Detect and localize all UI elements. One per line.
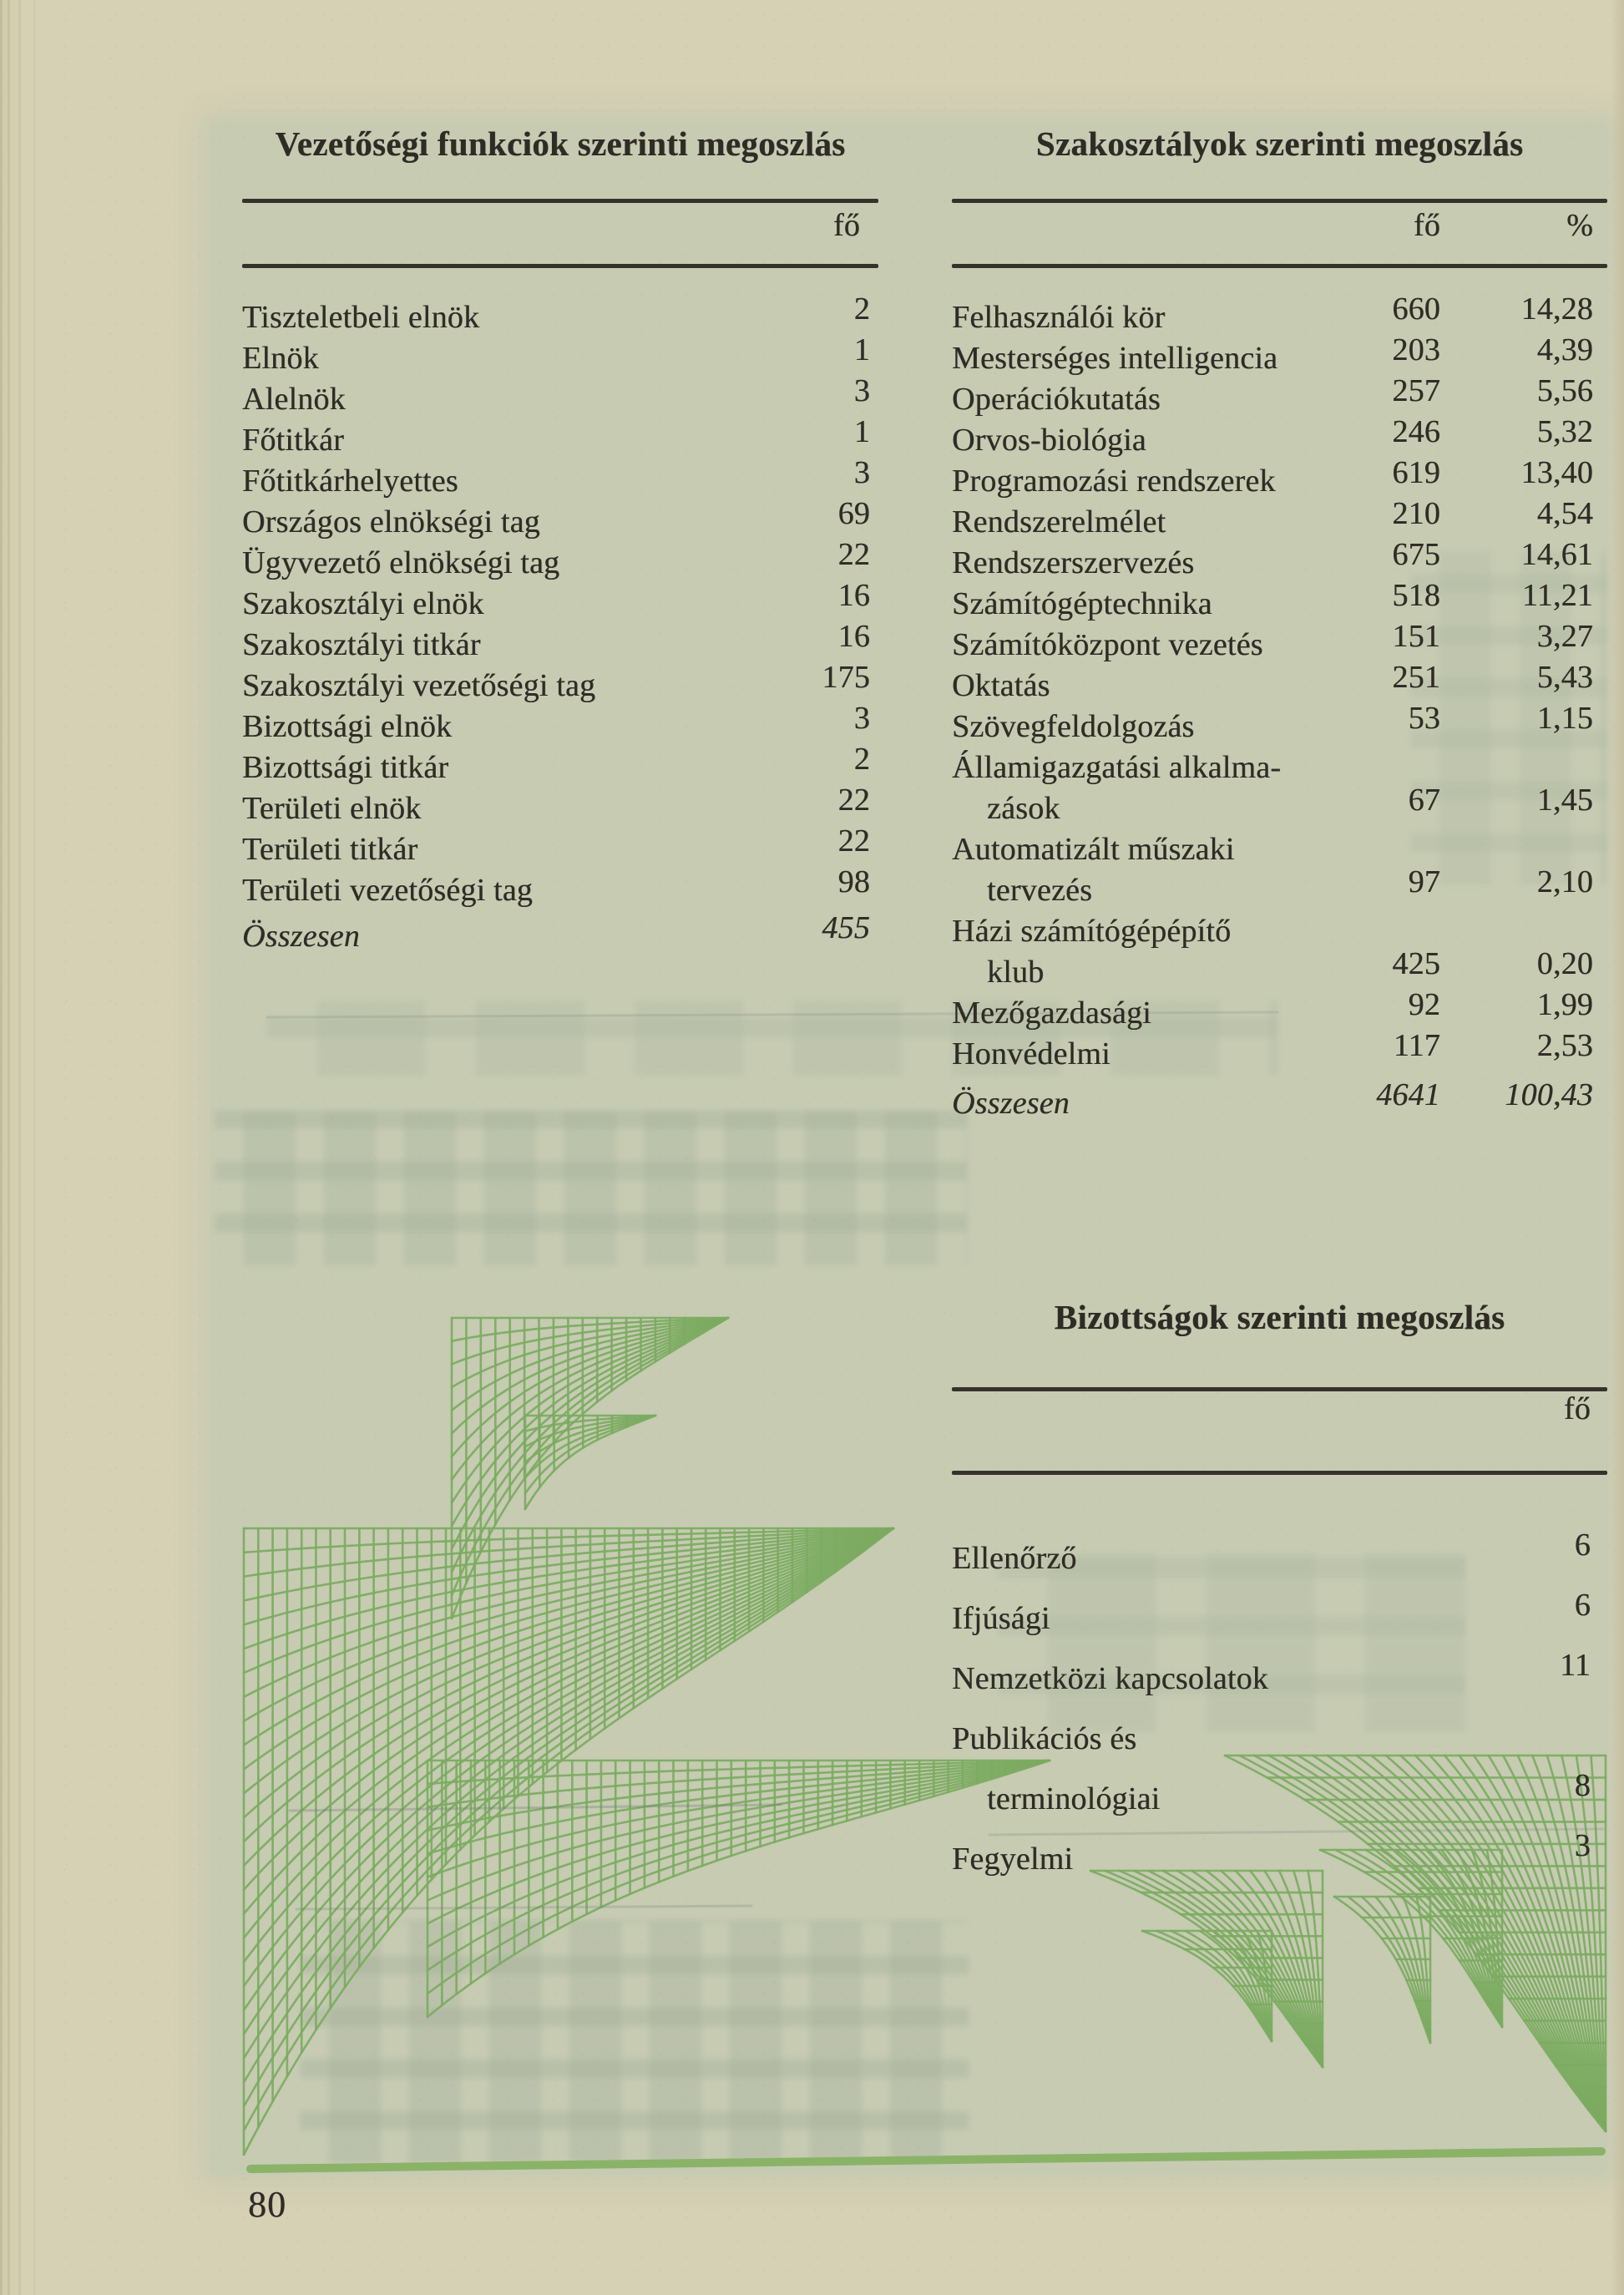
row-label bbox=[952, 1709, 1490, 1829]
row-value-pct: 2,53 bbox=[1536, 1028, 1593, 1063]
row-label bbox=[952, 1034, 1340, 1075]
row-label bbox=[242, 747, 770, 788]
row-label-line1: Tiszteletbeli elnök bbox=[242, 300, 480, 335]
row-value-fo: 1 bbox=[853, 414, 870, 449]
row-label-line1: Rendszerelmélet bbox=[952, 504, 1166, 540]
row-value-fo: 3 bbox=[853, 455, 870, 490]
row-label-line1: Fegyelmi bbox=[952, 1842, 1074, 1877]
row-label-line2: zások bbox=[987, 791, 1060, 826]
row-value-fo: 97 bbox=[1408, 864, 1440, 899]
row-value-pct: 4,39 bbox=[1536, 332, 1593, 367]
table-row bbox=[952, 829, 1607, 911]
row-label-line1: Bizottsági titkár bbox=[242, 750, 449, 785]
row-label bbox=[952, 1588, 1490, 1649]
row-label bbox=[952, 297, 1340, 338]
row-label bbox=[242, 625, 770, 666]
row-label bbox=[242, 379, 770, 420]
row-label bbox=[242, 338, 770, 379]
row-value-fo: 257 bbox=[1392, 373, 1440, 408]
row-value-fo: 619 bbox=[1392, 455, 1440, 490]
row-value-pct: 1,99 bbox=[1536, 987, 1593, 1022]
row-label bbox=[242, 788, 770, 829]
column-header-fo: fő bbox=[832, 208, 860, 243]
row-label-line1: Oktatás bbox=[952, 668, 1050, 703]
page-binding-edge bbox=[0, 0, 48, 2295]
row-value-pct: 14,28 bbox=[1520, 291, 1593, 327]
row-label-line2: tervezés bbox=[987, 873, 1093, 908]
row-label-line1: Nemzetközi kapcsolatok bbox=[952, 1661, 1268, 1696]
row-value-pct: 1,15 bbox=[1536, 701, 1593, 736]
leadership-table bbox=[242, 125, 878, 957]
row-label bbox=[242, 297, 770, 338]
row-value-fo: 425 bbox=[1392, 946, 1440, 981]
row-value-pct: 14,61 bbox=[1520, 537, 1593, 572]
row-value-fo: 1 bbox=[853, 332, 870, 367]
row-label bbox=[242, 461, 770, 502]
table-rows bbox=[952, 1528, 1607, 1889]
row-value-fo: 660 bbox=[1392, 291, 1440, 327]
table-header-row bbox=[952, 203, 1607, 253]
row-label-line1: Mesterséges intelligencia bbox=[952, 341, 1278, 376]
table-row bbox=[242, 864, 878, 911]
total-value-pct: 100,43 bbox=[1505, 1077, 1593, 1112]
column-header-fo: fő bbox=[1563, 1391, 1591, 1426]
row-label-line1: Programozási rendszerek bbox=[952, 464, 1276, 499]
row-value-pct: 0,20 bbox=[1536, 946, 1593, 981]
row-label-line1: Számítógéptechnika bbox=[952, 586, 1212, 621]
row-value-pct: 5,56 bbox=[1536, 373, 1593, 408]
row-label bbox=[952, 625, 1340, 666]
table-row bbox=[952, 1709, 1607, 1829]
row-value-fo: 117 bbox=[1393, 1028, 1440, 1063]
row-value-fo: 2 bbox=[853, 742, 870, 777]
row-label-line1: Ellenőrző bbox=[952, 1541, 1077, 1576]
row-label-line1: Szakosztályi elnök bbox=[242, 586, 484, 621]
table-row bbox=[952, 1829, 1607, 1889]
row-value-fo: 98 bbox=[837, 864, 870, 899]
row-value-fo: 53 bbox=[1408, 701, 1440, 736]
row-label-line1: Felhasználói kör bbox=[952, 300, 1166, 335]
row-label bbox=[952, 420, 1340, 461]
table-row bbox=[952, 701, 1607, 747]
row-value-pct: 5,32 bbox=[1536, 414, 1593, 449]
sections-table bbox=[952, 125, 1607, 1124]
row-value-fo: 92 bbox=[1408, 987, 1440, 1022]
row-label-line2: klub bbox=[987, 955, 1045, 990]
row-label-line1: Orvos-biológia bbox=[952, 423, 1146, 458]
row-label bbox=[242, 707, 770, 747]
table-header-row bbox=[242, 203, 878, 253]
row-label-line1: Publikációs és bbox=[952, 1721, 1137, 1756]
row-value-fo: 3 bbox=[853, 373, 870, 408]
row-label bbox=[952, 543, 1340, 584]
row-value-pct: 11,21 bbox=[1521, 578, 1593, 613]
row-value-fo: 675 bbox=[1392, 537, 1440, 572]
row-value-fo: 67 bbox=[1408, 783, 1440, 818]
row-label-line1: Területi elnök bbox=[242, 791, 422, 826]
row-value-fo: 3 bbox=[853, 701, 870, 736]
row-label bbox=[952, 747, 1340, 829]
row-value-fo: 22 bbox=[837, 537, 870, 572]
row-label-line1: Területi titkár bbox=[242, 832, 418, 867]
row-value-pct: 3,27 bbox=[1536, 619, 1593, 654]
table-total-row bbox=[242, 910, 878, 957]
row-label bbox=[952, 584, 1340, 625]
total-label: Összesen bbox=[242, 919, 360, 954]
row-label-line1: Házi számítógépépítő bbox=[952, 914, 1232, 949]
row-value-fo: 3 bbox=[1574, 1828, 1591, 1863]
column-header-fo: fő bbox=[1413, 208, 1440, 243]
page-number: 80 bbox=[248, 2184, 286, 2225]
committees-table bbox=[952, 1299, 1607, 1889]
row-label-line1: Bizottsági elnök bbox=[242, 709, 453, 744]
row-label bbox=[952, 502, 1340, 543]
row-label bbox=[242, 502, 770, 543]
row-value-fo: 6 bbox=[1574, 1527, 1591, 1563]
row-label-line1: Ügyvezető elnökségi tag bbox=[242, 545, 560, 580]
row-value-fo: 11 bbox=[1560, 1648, 1591, 1683]
row-label bbox=[952, 1649, 1490, 1709]
row-value-fo: 6 bbox=[1574, 1588, 1591, 1623]
row-value-fo: 69 bbox=[837, 496, 870, 531]
table-rule-header bbox=[242, 264, 878, 268]
total-value-fo: 4641 bbox=[1376, 1077, 1440, 1112]
row-label bbox=[952, 461, 1340, 502]
row-label-line1: Számítóközpont vezetés bbox=[952, 627, 1263, 662]
row-value-fo: 16 bbox=[837, 619, 870, 654]
row-label bbox=[242, 584, 770, 625]
row-label-line1: Szakosztályi titkár bbox=[242, 627, 481, 662]
table-row bbox=[952, 911, 1607, 993]
row-label bbox=[952, 379, 1340, 420]
row-value-fo: 22 bbox=[837, 823, 870, 859]
total-value-fo: 455 bbox=[822, 910, 870, 945]
row-label-line1: Szakosztályi vezetőségi tag bbox=[242, 668, 596, 703]
row-label-line1: Automatizált műszaki bbox=[952, 832, 1235, 867]
row-label bbox=[242, 666, 770, 707]
leadership-table-title: Vezetőségi funkciók szerinti megoszlás bbox=[275, 124, 846, 163]
row-label bbox=[242, 870, 770, 911]
row-value-fo: 22 bbox=[837, 783, 870, 818]
table-rows bbox=[952, 291, 1607, 1075]
row-label-line1: Ifjúsági bbox=[952, 1601, 1050, 1636]
row-label-line1: Főtitkárhelyettes bbox=[242, 464, 458, 499]
row-value-pct: 4,54 bbox=[1536, 496, 1593, 531]
table-header-row bbox=[952, 1391, 1607, 1441]
row-label bbox=[952, 911, 1340, 993]
table-row bbox=[952, 1028, 1607, 1075]
row-label bbox=[952, 993, 1340, 1034]
table-rule-header bbox=[952, 1471, 1607, 1475]
row-label bbox=[952, 666, 1340, 707]
row-label bbox=[952, 1829, 1490, 1889]
total-label: Összesen bbox=[952, 1086, 1070, 1121]
row-label bbox=[952, 707, 1340, 747]
table-row bbox=[952, 1649, 1607, 1709]
row-label-line1: Alelnök bbox=[242, 382, 346, 417]
row-value-fo: 175 bbox=[822, 660, 870, 695]
table-row bbox=[952, 747, 1607, 829]
row-label bbox=[242, 829, 770, 870]
row-label bbox=[242, 543, 770, 584]
row-value-pct: 5,43 bbox=[1536, 660, 1593, 695]
row-value-fo: 251 bbox=[1392, 660, 1440, 695]
row-value-fo: 210 bbox=[1392, 496, 1440, 531]
committees-table-title: Bizottságok szerinti megoszlás bbox=[1054, 1298, 1505, 1336]
row-value-pct: 2,10 bbox=[1536, 864, 1593, 899]
table-total-row bbox=[952, 1077, 1607, 1124]
row-label-line1: Rendszerszervezés bbox=[952, 545, 1195, 580]
row-label-line1: Államigazgatási alkalma- bbox=[952, 750, 1282, 785]
row-value-fo: 203 bbox=[1392, 332, 1440, 367]
row-label-line2: terminológiai bbox=[987, 1781, 1161, 1816]
table-rows bbox=[242, 291, 878, 911]
row-label-line1: Mezőgazdasági bbox=[952, 996, 1151, 1031]
row-value-pct: 1,45 bbox=[1536, 783, 1593, 818]
row-label-line1: Főtitkár bbox=[242, 423, 344, 458]
row-label-line1: Területi vezetőségi tag bbox=[242, 873, 534, 908]
row-label-line1: Szövegfeldolgozás bbox=[952, 709, 1195, 744]
row-label-line1: Operációkutatás bbox=[952, 382, 1161, 417]
row-value-pct: 13,40 bbox=[1520, 455, 1593, 490]
row-label bbox=[952, 338, 1340, 379]
sections-table-title: Szakosztályok szerinti megoszlás bbox=[1035, 124, 1524, 163]
row-value-fo: 16 bbox=[837, 578, 870, 613]
table-rule-header bbox=[952, 264, 1607, 268]
row-value-fo: 2 bbox=[853, 291, 870, 327]
row-value-fo: 246 bbox=[1392, 414, 1440, 449]
page-right-edge bbox=[1611, 0, 1624, 2295]
row-label bbox=[242, 420, 770, 461]
row-value-fo: 518 bbox=[1392, 578, 1440, 613]
row-label-line1: Országos elnökségi tag bbox=[242, 504, 540, 540]
row-label-line1: Elnök bbox=[242, 341, 319, 376]
row-label bbox=[952, 1528, 1490, 1588]
row-label bbox=[952, 829, 1340, 911]
row-value-fo: 8 bbox=[1574, 1768, 1591, 1803]
row-value-fo: 151 bbox=[1392, 619, 1440, 654]
column-header-pct: % bbox=[1566, 208, 1593, 243]
row-label-line1: Honvédelmi bbox=[952, 1036, 1110, 1072]
